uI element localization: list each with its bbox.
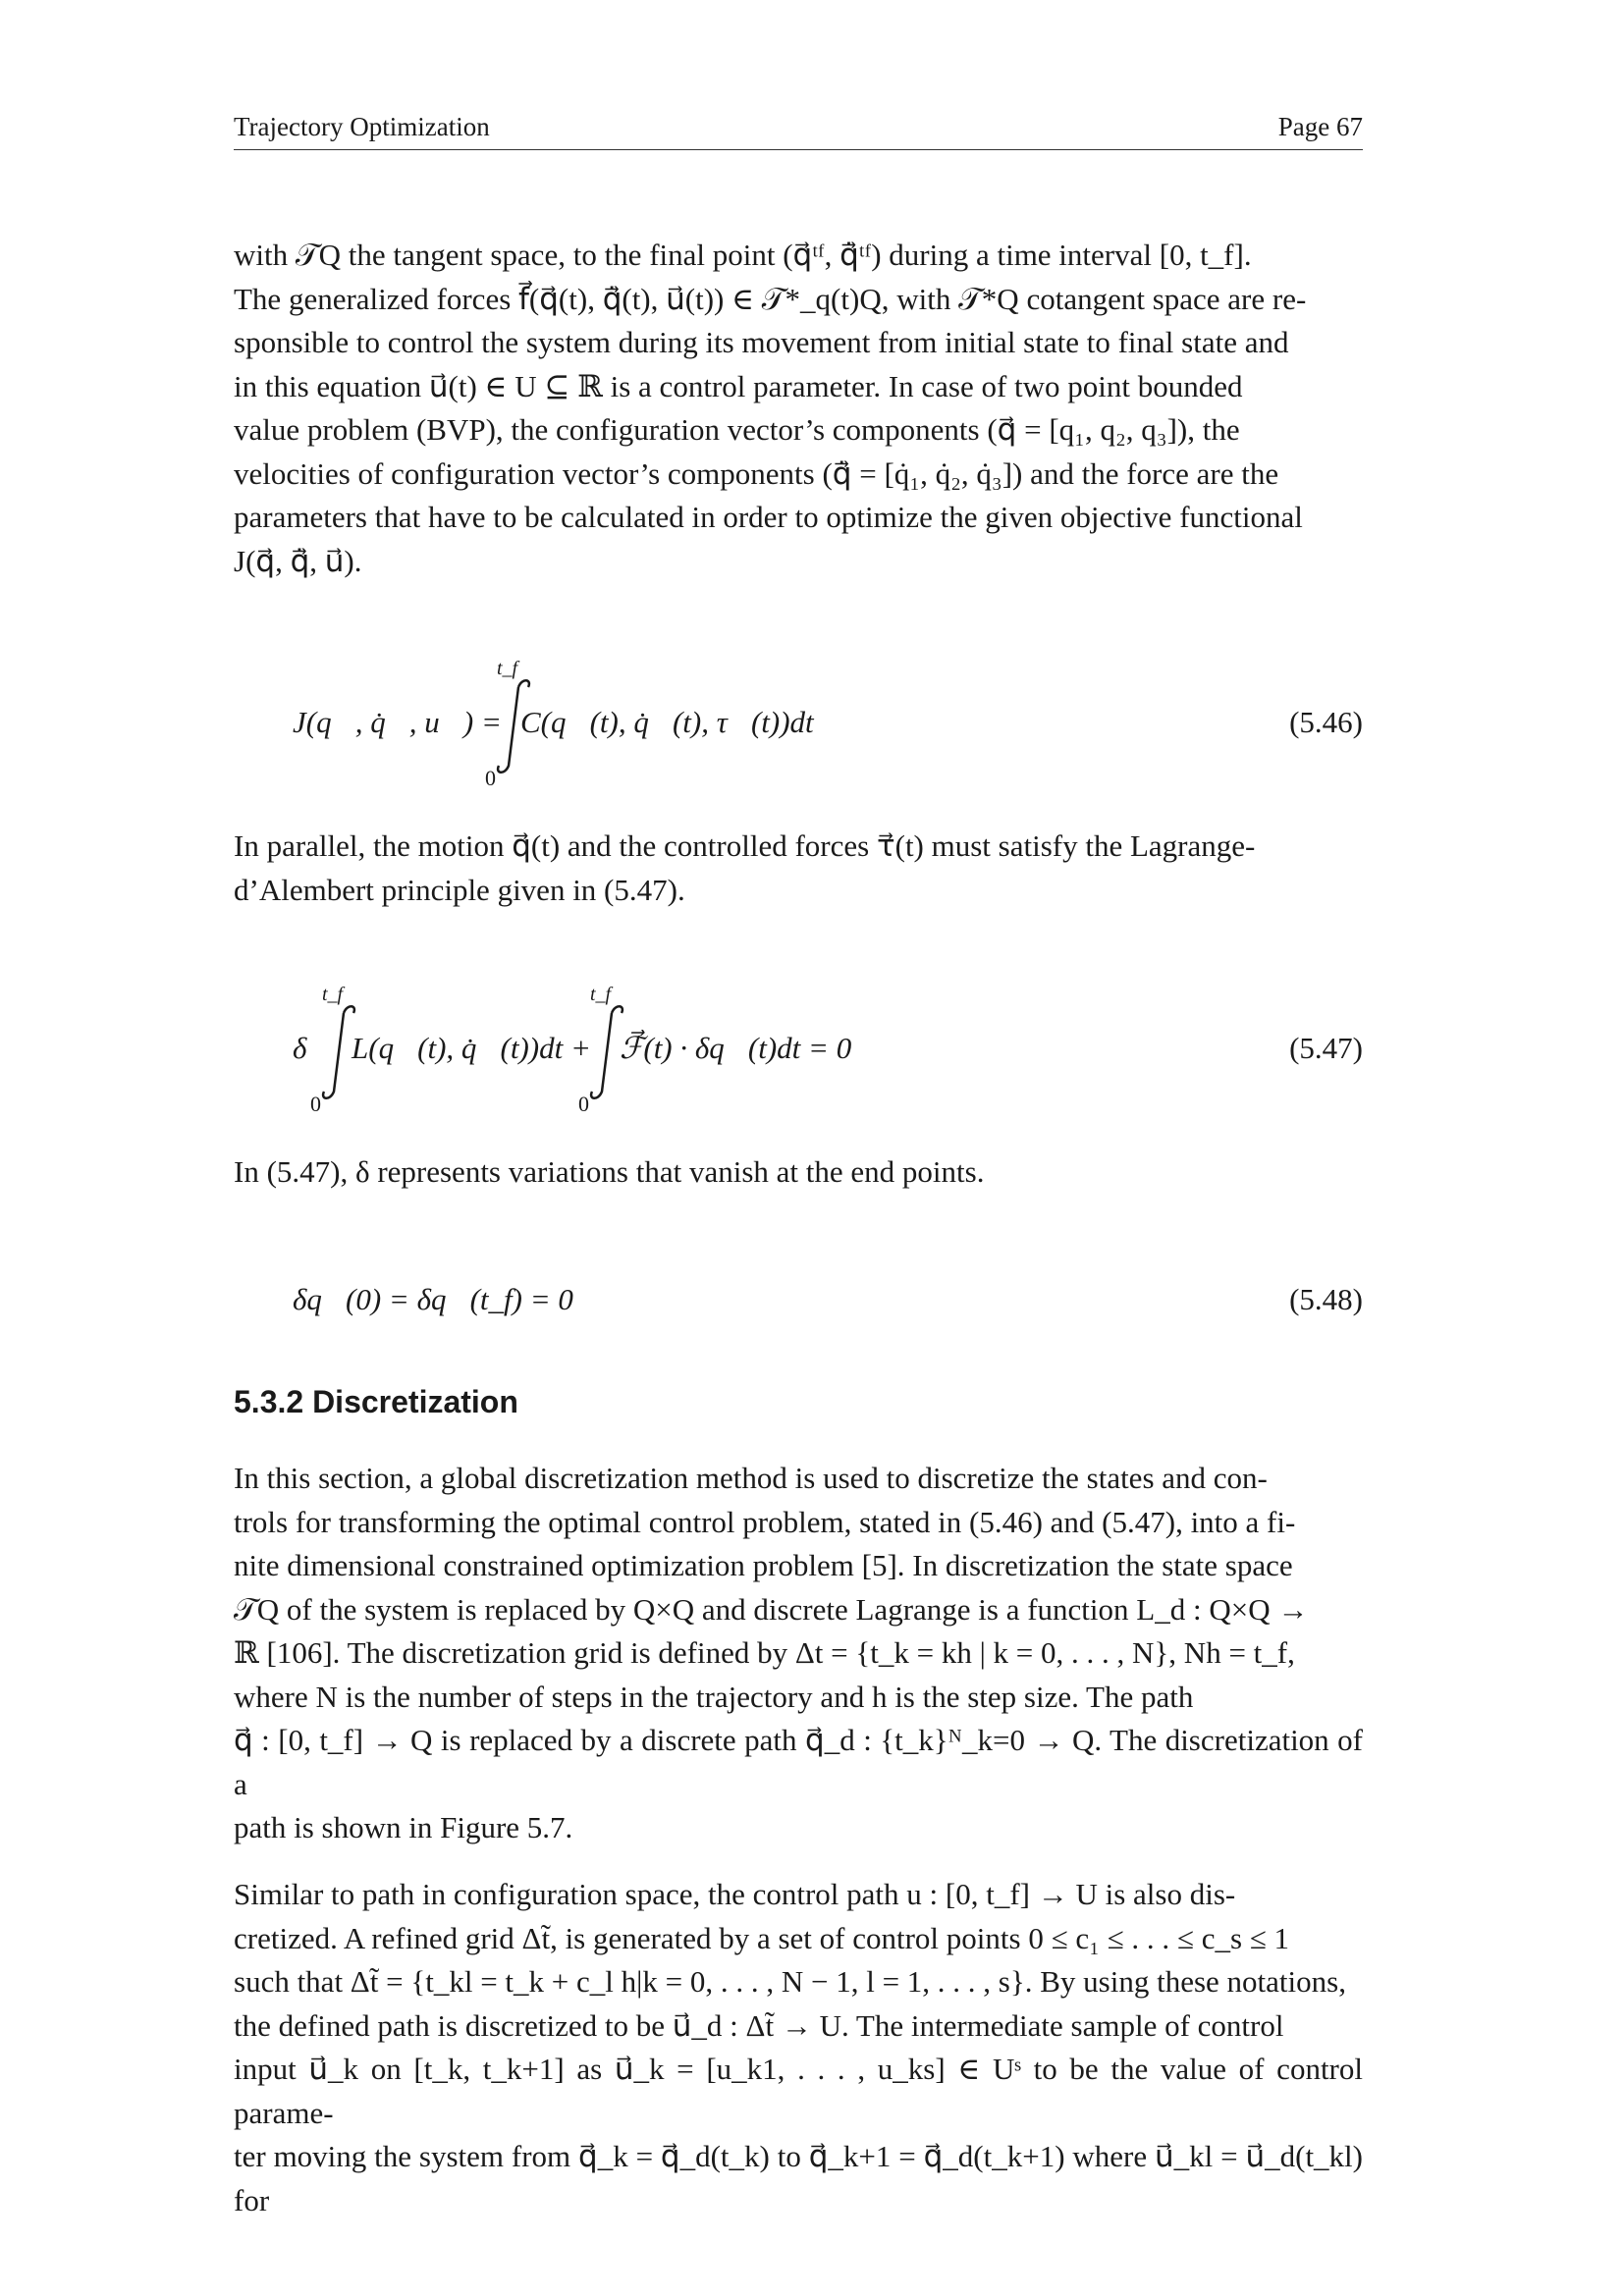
paragraph-lagrange (234, 825, 1363, 912)
equation-number: (5.46) (1289, 705, 1363, 739)
text-line: ℝ [106]. The discretization grid is defined by Δt = {t_k = kh | k = 0, . . . , N}, Nh = t_f, (234, 1635, 1295, 1670)
text-line: the defined path is discretized to be u⃗_d : Δt̃ → U. The intermediate sample of control (234, 2007, 1284, 2043)
text-line: where N is the number of steps in the trajectory and h is the step size. The path (234, 1679, 1194, 1714)
integral-lower-limit: 0 (485, 766, 496, 790)
text-line: Similar to path in configuration space, the control path u : [0, t_f] → U is also dis- (234, 1877, 1236, 1911)
text-line: sponsible to control the system during its movement from initial state to final state and (234, 325, 1289, 359)
equation-term-1: L(q⃗(t), q̇⃗(t))dt + (352, 1031, 591, 1065)
text-line: nite dimensional constrained optimization problem [5]. In discretization the state space (234, 1548, 1293, 1582)
equation-lhs: J(q⃗, q̇⃗, u⃗) = (293, 705, 502, 739)
text-line: parameters that have to be calculated in order to optimize the given objective functional (234, 500, 1303, 534)
equation-5-47 (234, 984, 1363, 1121)
integral-upper-limit: t_f (322, 984, 344, 1005)
text-line: In this section, a global discretization method is used to discretize the states and con- (234, 1461, 1268, 1495)
integral-lower-limit: 0 (310, 1092, 321, 1116)
delta-symbol: δ (293, 1031, 307, 1065)
text-line: J(q⃗, q̇⃗, u⃗). (234, 543, 362, 578)
equation-rhs: C(q⃗(t), q̇⃗(t), τ⃗(t))dt (520, 705, 814, 739)
text-line: with 𝒯Q the tangent space, to the final point (q⃗ᵗᶠ, q̇⃗ᵗᶠ) during a time interval [0, t_f]. (234, 238, 1252, 272)
text-line: ter moving the system from q⃗_k = q⃗_d(t_k) to q⃗_k+1 = q⃗_d(t_k+1) where u⃗_kl = u⃗_d(t_kl) for (234, 2139, 1363, 2217)
page-number: Page 67 (1277, 112, 1363, 141)
text-line: input u⃗_k on [t_k, t_k+1] as u⃗_k = [u_k1, . . . , u_ks] ∈ Uˢ to be the value of control parame- (234, 2052, 1363, 2130)
integral-lower-limit: 0 (578, 1092, 589, 1116)
paragraph-intro (234, 234, 1363, 583)
equation-5-48 (234, 1276, 1363, 1335)
text-line: value problem (BVP), the configuration vector’s components (q⃗ = [q₁, q₂, q₃]), the (234, 412, 1240, 447)
equation-number: (5.48) (1289, 1282, 1363, 1316)
text-line: q⃗ : [0, t_f] → Q is replaced by a discrete path q⃗_d : {t_k}ᴺ_k=0 → Q. The discretization of a (234, 1723, 1363, 1801)
text-line: In (5.47), δ represents variations that vanish at the end points. (234, 1154, 985, 1189)
equation-number: (5.47) (1289, 1031, 1363, 1065)
text-line: trols for transforming the optimal control problem, stated in (5.46) and (5.47), into a fi- (234, 1504, 1296, 1539)
integral-upper-limit: t_f (497, 658, 518, 679)
equation-body: δq⃗(0) = δq⃗(t_f) = 0 (293, 1282, 573, 1316)
text-line: The generalized forces f⃗(q⃗(t), q̇⃗(t), u⃗(t)) ∈ 𝒯*_q(t)Q, with 𝒯*Q cotangent space are re- (234, 281, 1307, 316)
text-line: In parallel, the motion q⃗(t) and the controlled forces τ⃗(t) must satisfy the Lagrange- (234, 828, 1256, 863)
equation-5-46 (234, 658, 1363, 795)
text-line: in this equation u⃗(t) ∈ U ⊆ ℝ is a control parameter. In case of two point bounded (234, 368, 1243, 403)
text-line: 𝒯Q of the system is replaced by Q×Q and discrete Lagrange is a function L_d : Q×Q → (234, 1591, 1309, 1627)
text-line: d’Alembert principle given in (5.47). (234, 872, 685, 907)
text-line: cretized. A refined grid Δt̃, is generated by a set of control points 0 ≤ c₁ ≤ . . . ≤ c_s ≤ 1 (234, 1920, 1290, 1955)
running-title: Trajectory Optimization (234, 112, 490, 141)
paragraph-variations (234, 1150, 1363, 1195)
integral-upper-limit: t_f (590, 984, 612, 1005)
paragraph-discretization (234, 1457, 1363, 1850)
paragraph-control-path (234, 1873, 1363, 2222)
text-line: velocities of configuration vector’s components (q̇⃗ = [q̇₁, q̇₂, q̇₃]) and the force are the (234, 455, 1279, 491)
text-line: path is shown in Figure 5.7. (234, 1810, 573, 1844)
text-line: such that Δt̃ = {t_kl = t_k + c_l h|k = 0, . . . , N − 1, l = 1, . . . , s}. By using these notations, (234, 1964, 1346, 1999)
page-header (234, 110, 1363, 150)
equation-term-2: ℱ⃗(t) · δq⃗(t)dt = 0 (620, 1031, 852, 1065)
section-heading: 5.3.2 Discretization (234, 1384, 518, 1419)
